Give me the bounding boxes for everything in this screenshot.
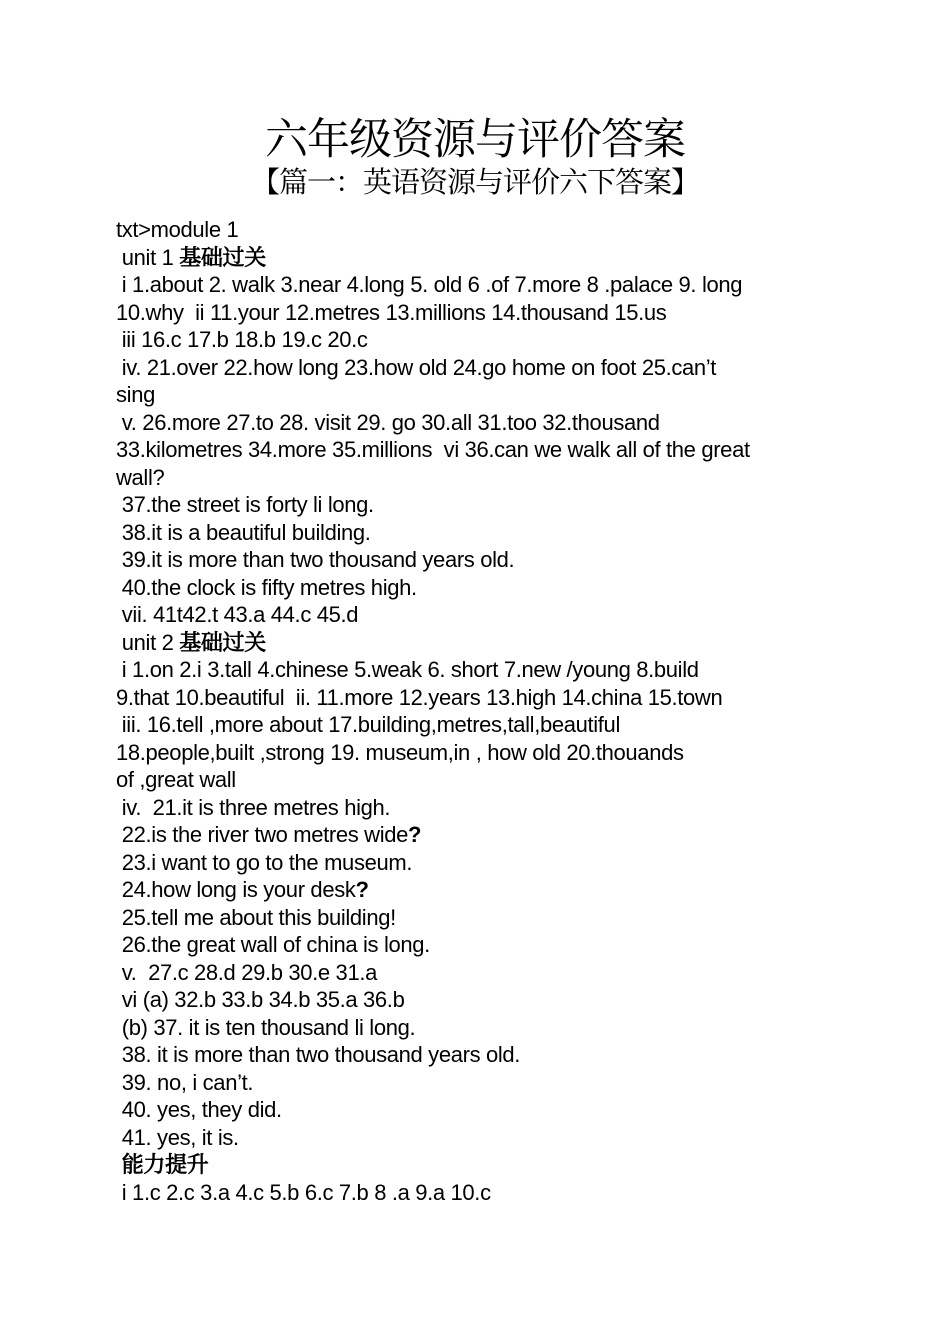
text-line <box>116 1151 876 1179</box>
line-text: 22.is the river two metres wide <box>116 822 409 847</box>
text-line <box>116 574 876 602</box>
text-line <box>116 436 876 464</box>
line-text: 40. yes, they did. <box>116 1097 282 1122</box>
text-line <box>116 849 876 877</box>
line-text: i 1.about 2. walk 3.near 4.long 5. old 6 .of 7.more 8 .palace 9. long <box>116 272 743 297</box>
text-line <box>116 464 876 492</box>
line-text: 24.how long is your desk <box>116 877 356 902</box>
line-text: 39.it is more than two thousand years old. <box>116 547 515 572</box>
text-line <box>116 409 876 437</box>
line-text: 33.kilometres 34.more 35.millions vi 36.can we walk all of the great <box>116 437 750 462</box>
line-text: 18.people,built ,strong 19. museum,in , how old 20.thouands <box>116 739 684 765</box>
line-text: v. 27.c 28.d 29.b 30.e 31.a <box>116 959 377 985</box>
line-text: 41. yes, it is. <box>116 1124 239 1150</box>
text-line <box>116 931 876 959</box>
line-text: 39. no, i can’t. <box>116 1069 254 1095</box>
line-text: i 1.on 2.i 3.tall 4.chinese 5.weak 6. short 7.new /young 8.build <box>116 657 699 682</box>
document-body <box>116 216 876 1206</box>
text-line <box>116 904 876 932</box>
line-text: 40.the clock is fifty metres high. <box>116 574 417 600</box>
line-bold-text: ? <box>355 877 369 902</box>
line-text: 37.the street is forty li long. <box>116 492 374 517</box>
text-line <box>116 1014 876 1042</box>
text-line <box>116 271 876 299</box>
line-text: i 1.c 2.c 3.a 4.c 5.b 6.c 7.b 8 .a 9.a 10.c <box>116 1179 491 1205</box>
line-text: 26.the great wall of china is long. <box>116 932 430 957</box>
text-line <box>116 711 876 739</box>
line-text: 9.that 10.beautiful ii. 11.more 12.years 13.high 14.china 15.town <box>116 684 723 710</box>
line-text: sing <box>116 382 155 407</box>
text-line <box>116 739 876 767</box>
text-line <box>116 794 876 822</box>
text-line <box>116 244 876 272</box>
text-line <box>116 821 876 849</box>
text-line <box>116 354 876 382</box>
text-line <box>116 1124 876 1152</box>
line-text: wall? <box>116 464 165 490</box>
text-line <box>116 1069 876 1097</box>
text-line <box>116 1179 876 1207</box>
text-line <box>116 1041 876 1069</box>
text-line <box>116 519 876 547</box>
line-text: vi (a) 32.b 33.b 34.b 35.a 36.b <box>116 987 405 1012</box>
line-text: 38.it is a beautiful building. <box>116 519 371 545</box>
line-text: 23.i want to go to the museum. <box>116 849 413 875</box>
line-text: 38. it is more than two thousand years old. <box>116 1042 521 1067</box>
line-bold-text: 基础过关 <box>179 629 266 655</box>
text-line <box>116 656 876 684</box>
text-line <box>116 381 876 409</box>
line-text: iv. 21.over 22.how long 23.how old 24.go home on foot 25.can’t <box>116 354 717 380</box>
text-line <box>116 491 876 519</box>
line-text: 10.why ii 11.your 12.metres 13.millions 14.thousand 15.us <box>116 299 667 325</box>
line-text: of ,great wall <box>116 767 236 792</box>
line-text: iv. 21.it is three metres high. <box>116 794 391 820</box>
text-line <box>116 629 876 657</box>
line-text: 25.tell me about this building! <box>116 904 396 930</box>
text-line <box>116 684 876 712</box>
document-title: 六年级资源与评价答案 <box>265 115 685 165</box>
line-text: (b) 37. it is ten thousand li long. <box>116 1014 416 1040</box>
text-line <box>116 959 876 987</box>
text-line <box>116 326 876 354</box>
line-text: iii. 16.tell ,more about 17.building,metres,tall,beautiful <box>116 712 620 737</box>
line-bold-text: 能力提升 <box>121 1152 209 1177</box>
line-text: v. 26.more 27.to 28. visit 29. go 30.all 31.too 32.thousand <box>116 409 660 435</box>
text-line <box>116 216 876 244</box>
line-bold-text: 基础过关 <box>179 244 266 270</box>
line-text: unit 2 <box>116 629 180 655</box>
text-line <box>116 546 876 574</box>
line-text: iii 16.c 17.b 18.b 19.c 20.c <box>116 327 368 352</box>
line-text: unit 1 <box>116 244 180 270</box>
document-subtitle: 【篇一：英语资源与评价六下答案】 <box>250 165 699 199</box>
text-line <box>116 876 876 904</box>
line-bold-text: ? <box>408 822 422 847</box>
text-line <box>116 1096 876 1124</box>
text-line <box>116 766 876 794</box>
text-line <box>116 986 876 1014</box>
text-line <box>116 601 876 629</box>
line-text: vii. 41t42.t 43.a 44.c 45.d <box>116 602 359 627</box>
line-text: txt>module 1 <box>116 217 239 242</box>
text-line <box>116 299 876 327</box>
